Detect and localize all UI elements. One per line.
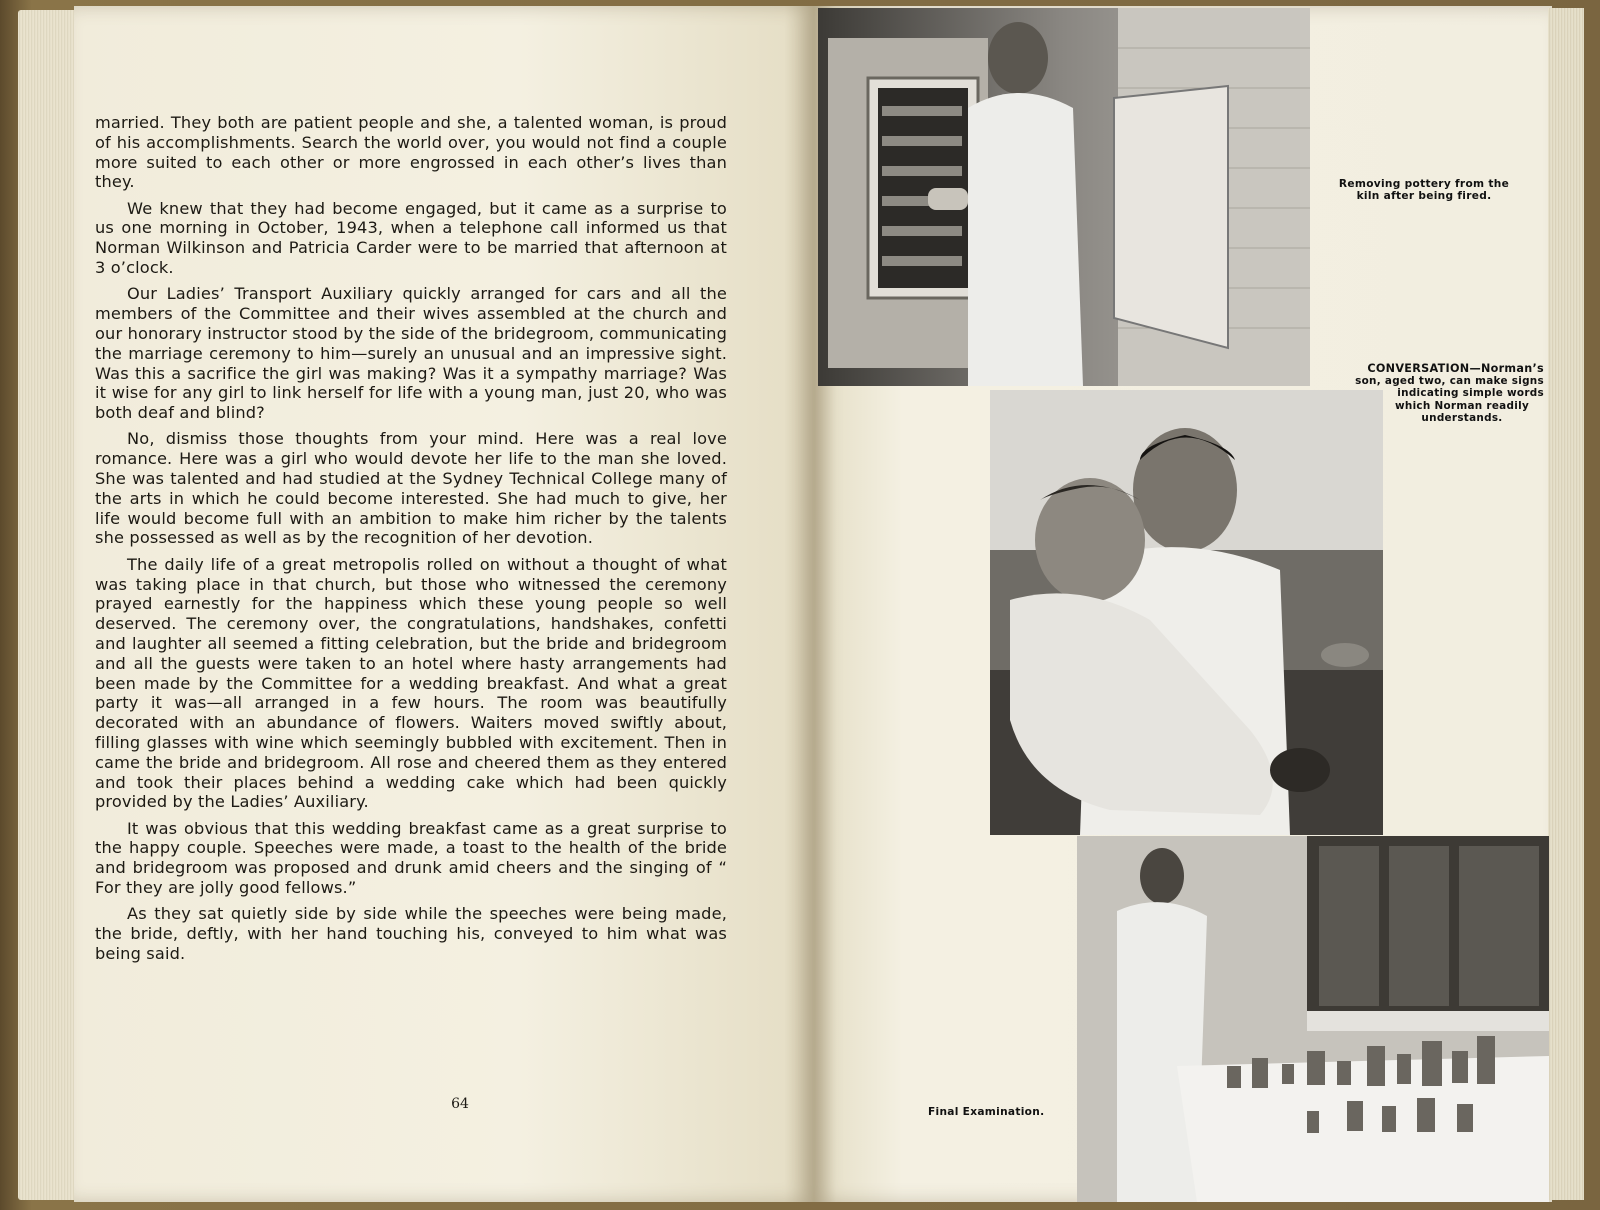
paragraph: As they sat quietly side by side while the speeches were being made, the bride, deftly, with her hand touching his, conveyed to him what was being said.: [95, 904, 727, 963]
caption-line: indicating simple words: [1397, 387, 1544, 400]
body-text: [95, 113, 727, 970]
caption-line: son, aged two, can make signs: [1355, 375, 1544, 388]
caption-line: CONVERSATION—Norman’s: [1367, 362, 1544, 375]
caption-conversation: [1320, 363, 1544, 424]
photo-conversation: [990, 390, 1383, 835]
paragraph: The daily life of a great metropolis rolled on without a thought of what was taking place in that church, but those who witnessed the ceremony prayed earnestly for the happiness which these young people so well deserved. The ceremony over, the congratulations, handshakes, confetti and laughter all seemed a fitting celebration, but the bride and bridegroom and all the guests were taken to an hotel where hasty arrangements had been made by the Committee for a wedding breakfast. And what a great party it was—all arranged in a few hours. The room was beautifully decorated with an abundance of flowers. Waiters moved swiftly about, filling glasses with wine which seemingly bubbled with excitement. Then in came the bride and bridegroom. All rose and cheered them as they entered and took their places behind a wedding cake which had been quickly provided by the Ladies’ Auxiliary.: [95, 554, 727, 812]
paragraph: married. They both are patient people and she, a talented woman, is proud of his accomplishments. Search the world over, you would not find a couple more suited to each other or more engrossed in each other’s lives than they.: [95, 113, 727, 192]
caption-kiln: [1318, 178, 1530, 202]
caption-line: Removing pottery from the: [1338, 178, 1510, 190]
page-edges-right: [1548, 8, 1584, 1200]
caption-line: which Norman readily: [1394, 399, 1530, 412]
paragraph: No, dismiss those thoughts from your mind. Here was a real love romance. Here was a girl who would devote her life to the man she loved. She was talented and had studied at the Sydney Technical College many of the arts in which he could become interested. She had much to give, her life would become full with an ambition to make him richer by the talents she possessed as well as by the recognition of her devotion.: [95, 429, 727, 548]
paragraph: Our Ladies’ Transport Auxiliary quickly arranged for cars and all the members of the Committee and their wives assembled at the church and our honorary instructor stood by the side of the bridegroom, communicating the marriage ceremony to him—surely an unusual and an impressive sight. Was this a sacrifice the girl was making? Was it a sympathy marriage? Was it wise for any girl to link herself for life with a young man, just 20, who was both deaf and blind?: [95, 284, 727, 423]
caption-line: understands.: [1421, 411, 1503, 424]
photo-final-examination: [1077, 836, 1549, 1202]
paragraph: It was obvious that this wedding breakfast came as a great surprise to the happy couple. Speeches were made, a toast to the health of the bride and bridegroom was proposed and drunk amid cheers and the singing of “ For they are jolly good fellows.”: [95, 818, 727, 897]
caption-final-examination: Final Examination.: [928, 1106, 1045, 1118]
page-edges-left: [18, 10, 78, 1200]
paragraph: We knew that they had become engaged, but it came as a surprise to us one morning in October, 1943, when a telephone call informed us that Norman Wilkinson and Patricia Carder were to be married that afternoon at 3 o’clock.: [95, 198, 727, 278]
page-number: 64: [451, 1096, 469, 1112]
caption-line: kiln after being fired.: [1356, 190, 1492, 203]
photo-kiln: [818, 8, 1310, 386]
